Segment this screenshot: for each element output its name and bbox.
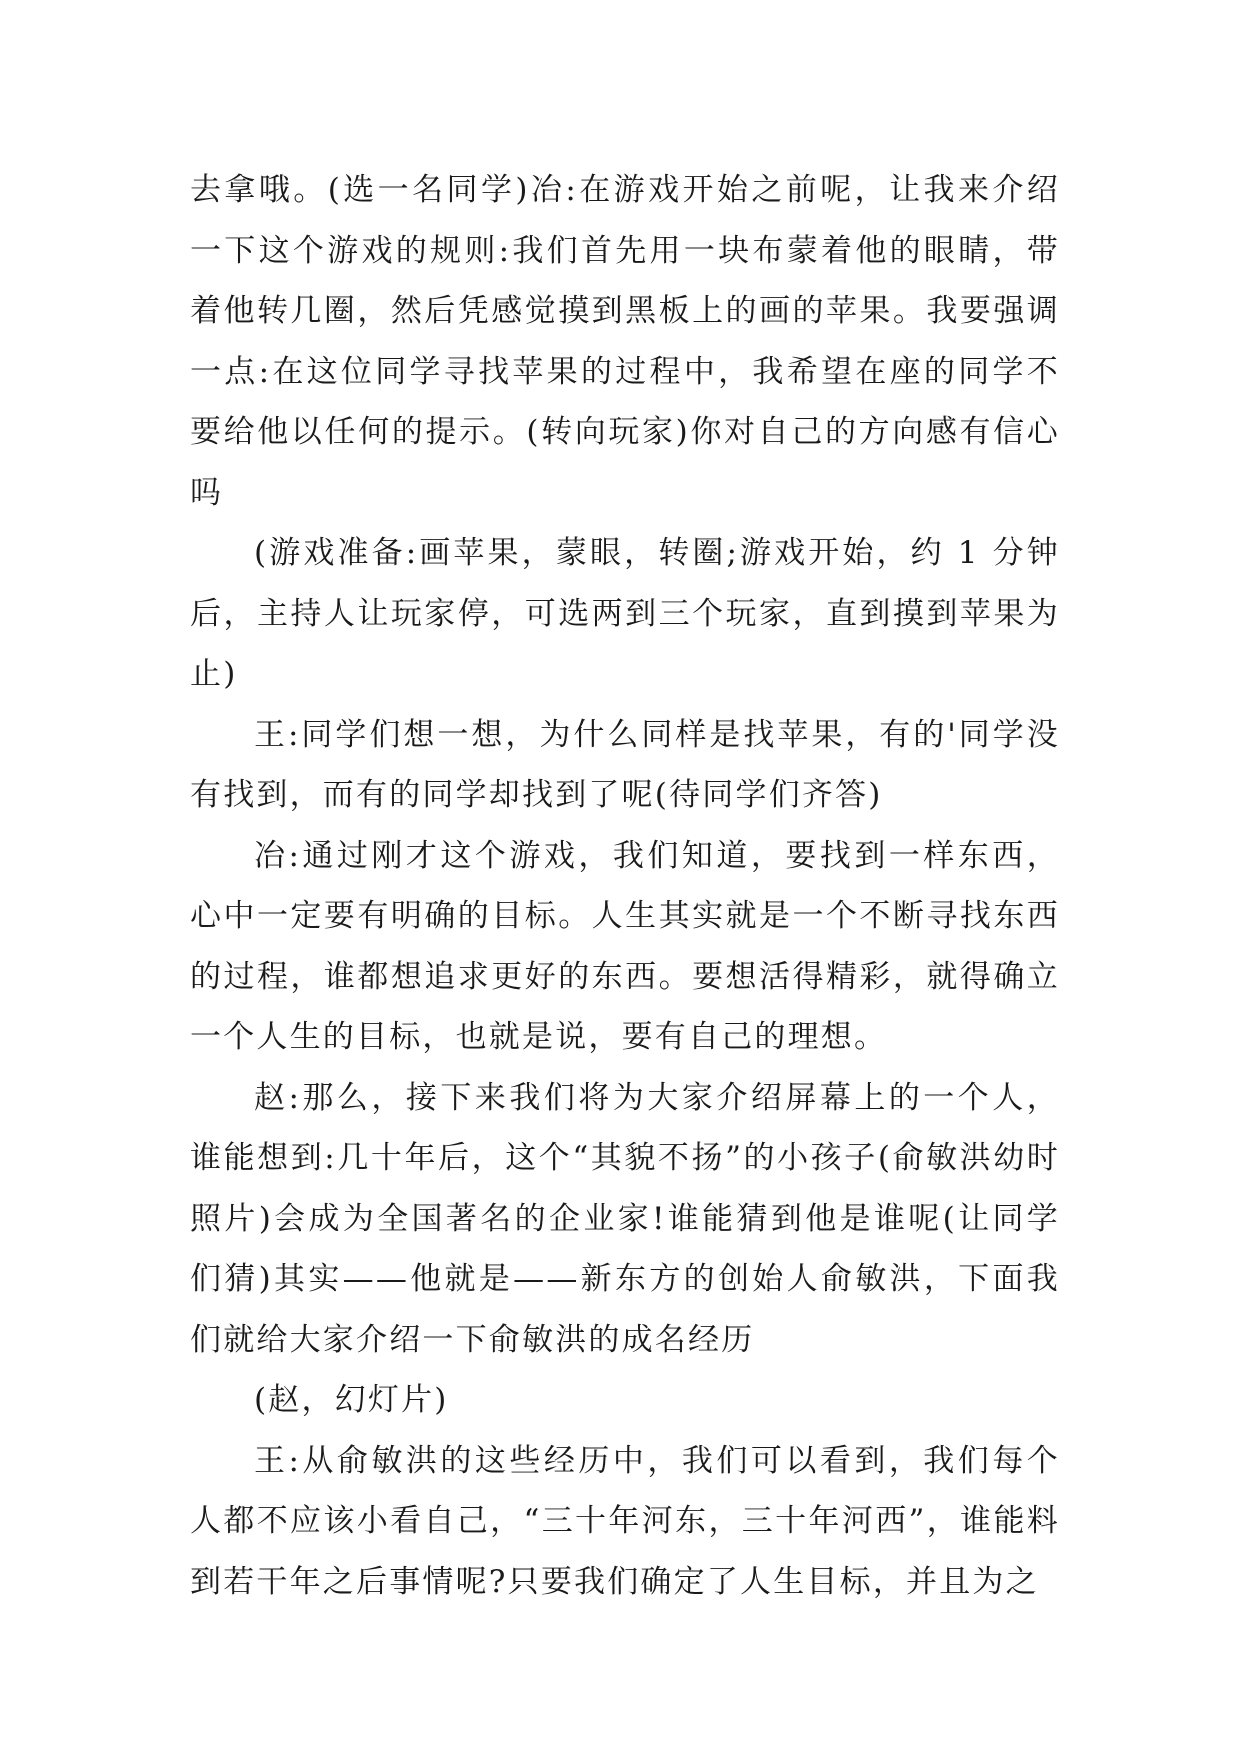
paragraph-4: 冶:通过刚才这个游戏，我们知道，要找到一样东西，心中一定要有明确的目标。人生其实就是一个不断寻找东西的过程，谁都想追求更好的东西。要想活得精彩，就得确立一个人生的目标，也就是说，要有自己的理想。 [190, 837, 1060, 1055]
paragraph-6: (赵，幻灯片) [254, 1382, 449, 1418]
paragraph-5: 赵:那么，接下来我们将为大家介绍屏幕上的一个人，谁能想到:几十年后，这个“其貌不扬”的小孩子(俞敏洪幼时照片)会成为全国著名的企业家!谁能猜到他是谁呢(让同学们猜)其实——他就是——新东方的创始人俞敏洪，下面我们就给大家介绍一下俞敏洪的成名经历 [190, 1079, 1060, 1358]
paragraph-7: 王:从俞敏洪的这些经历中，我们可以看到，我们每个人都不应该小看自己，“三十年河东，三十年河西”，谁能料到若干年之后事情呢?只要我们确定了人生目标，并且为之 [190, 1442, 1060, 1600]
paragraph-2: (游戏准备:画苹果，蒙眼，转圈;游戏开始，约 1 分钟后，主持人让玩家停，可选两到三个玩家，直到摸到苹果为止) [190, 535, 1060, 692]
document-body [190, 160, 1060, 1612]
paragraph-1: 去拿哦。(选一名同学)冶:在游戏开始之前呢，让我来介绍一下这个游戏的规则:我们首先用一块布蒙着他的眼睛，带着他转几圈，然后凭感觉摸到黑板上的画的苹果。我要强调一点:在这位同学寻找苹果的过程中，我希望在座的同学不要给他以任何的提示。(转向玩家)你对自己的方向感有信心吗 [190, 172, 1060, 511]
paragraph-3: 王:同学们想一想，为什么同样是找苹果，有的'同学没有找到，而有的同学却找到了呢(待同学们齐答) [190, 716, 1060, 813]
